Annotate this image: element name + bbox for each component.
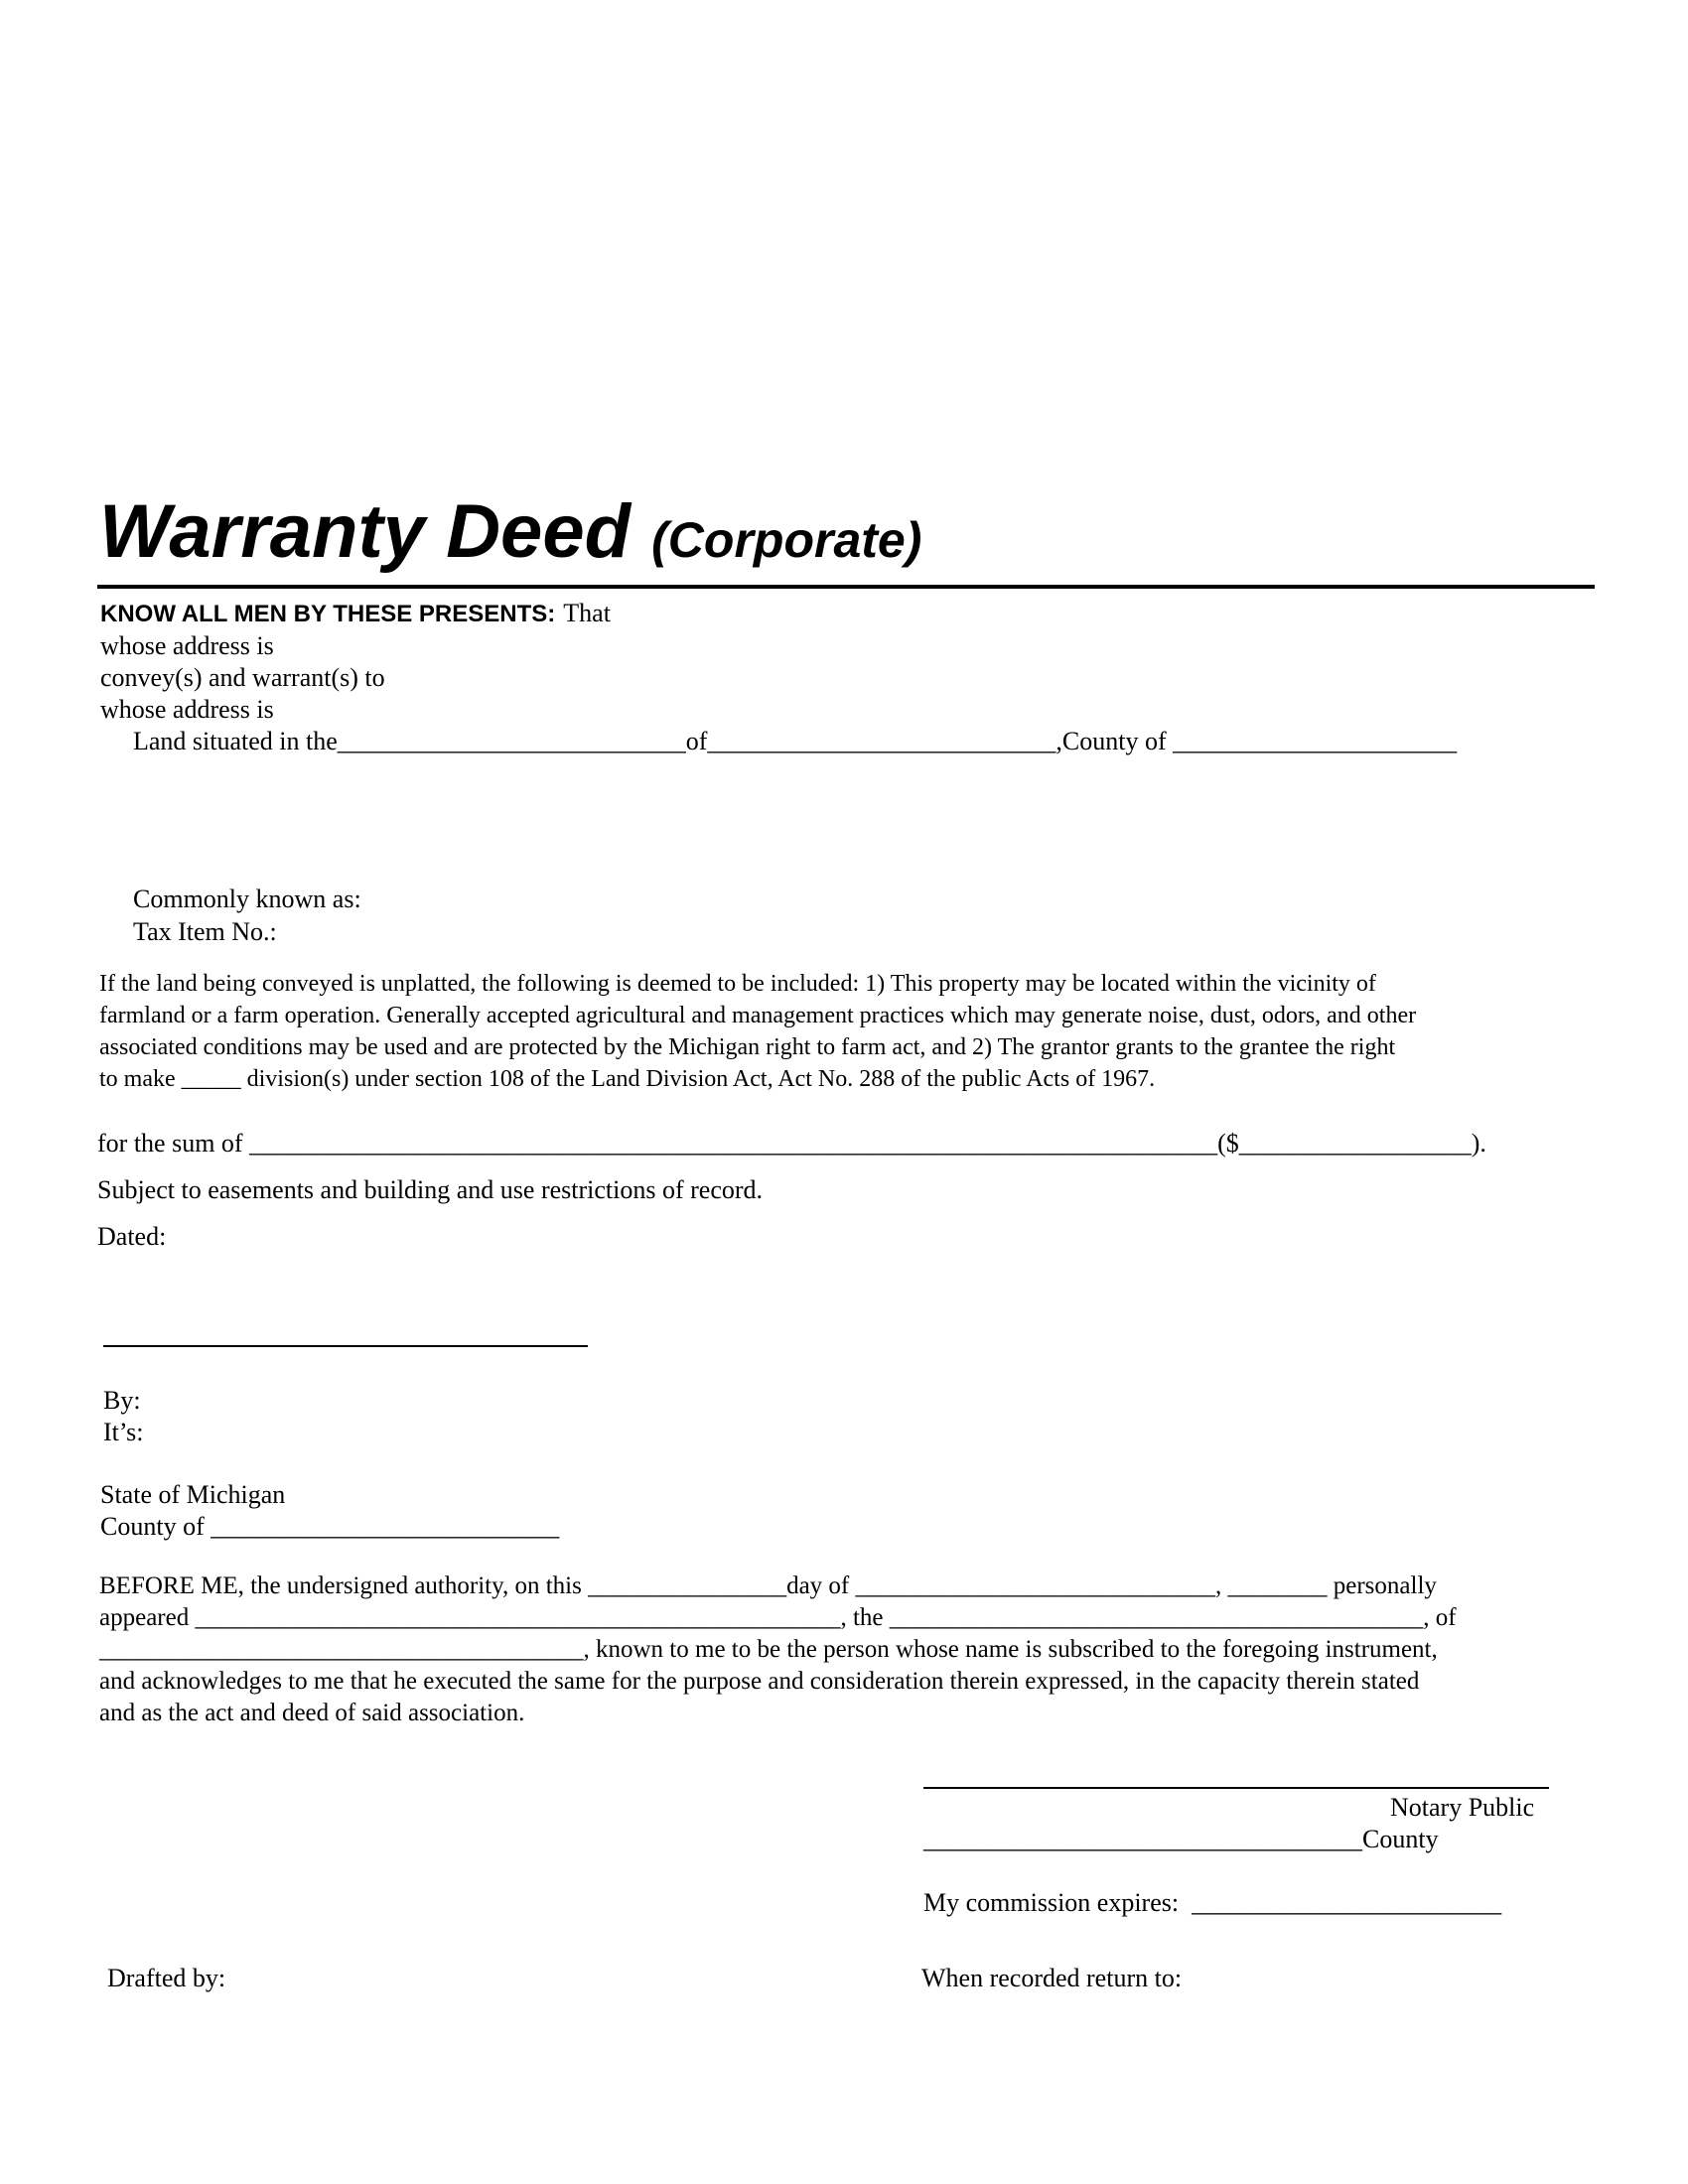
commonly-known-label: Commonly known as: xyxy=(133,885,361,913)
unplatted-line: farmland or a farm operation. Generally accepted agricultural and management practices which may generate noise, dust, odors, and other xyxy=(99,1003,1417,1028)
unplatted-line: to make _____ division(s) under section 108 of the Land Division Act, Act No. 288 of the public Acts of 1967. xyxy=(99,1066,1156,1092)
convey-label: convey(s) and warrant(s) to xyxy=(100,663,385,692)
drafted-by-label: Drafted by: xyxy=(107,1964,226,1992)
tax-item-label: Tax Item No.: xyxy=(133,917,277,946)
return-to-label: When recorded return to: xyxy=(921,1964,1183,1992)
ack-line: _______________________________________, known to me to be the person whose name is subscribed to the foregoing instrument, xyxy=(99,1636,1438,1663)
land-situated-line: Land situated in the___________________________of___________________________,County of ______________________ xyxy=(133,727,1458,755)
grantee-address-label: whose address is xyxy=(100,695,274,724)
by-label: By: xyxy=(103,1386,141,1415)
ack-line: appeared ____________________________________________________, the ___________________________________________, of xyxy=(99,1604,1457,1631)
subject-line: Subject to easements and building and use restrictions of record. xyxy=(97,1175,764,1204)
title-sub: (Corporate) xyxy=(651,512,922,568)
notary-signature-line xyxy=(923,1787,1549,1789)
signature-line xyxy=(103,1345,588,1347)
notary-public-label: Notary Public xyxy=(1390,1793,1535,1822)
dated-label: Dated: xyxy=(97,1222,167,1251)
page-title xyxy=(99,489,922,574)
title-main: Warranty Deed xyxy=(99,489,632,574)
its-label: It’s: xyxy=(103,1418,144,1446)
title-rule xyxy=(97,585,1595,589)
grantor-address-label: whose address is xyxy=(100,631,274,660)
state-label: State of Michigan xyxy=(100,1480,286,1509)
ack-line: and as the act and deed of said association. xyxy=(99,1700,525,1726)
unplatted-line: associated conditions may be used and are protected by the Michigan right to farm act, and 2) The grantor grants to the grantee the right xyxy=(99,1034,1396,1060)
unplatted-line: If the land being conveyed is unplatted, the following is deemed to be included: 1) This property may be located within the vicinity of xyxy=(99,971,1376,997)
know-all-men-heading: KNOW ALL MEN BY THESE PRESENTS: xyxy=(100,601,556,627)
ack-line: and acknowledges to me that he executed the same for the purpose and consideration therein expressed, in the capacity therein stated xyxy=(99,1668,1420,1695)
ack-line: BEFORE ME, the undersigned authority, on this ________________day of _____________________________, ________ personally xyxy=(99,1572,1437,1599)
unplatted-paragraph xyxy=(99,968,1589,1095)
commission-expires-line: My commission expires: ________________________ xyxy=(923,1888,1502,1917)
intro-first-line xyxy=(100,601,611,626)
acknowledgement-paragraph xyxy=(99,1570,1589,1729)
county-label: County of ___________________________ xyxy=(100,1512,560,1541)
that-label: That xyxy=(563,599,611,627)
sum-line: for the sum of ___________________________________________________________________________($__________________). xyxy=(97,1129,1486,1158)
notary-county-line: __________________________________County xyxy=(923,1825,1439,1853)
